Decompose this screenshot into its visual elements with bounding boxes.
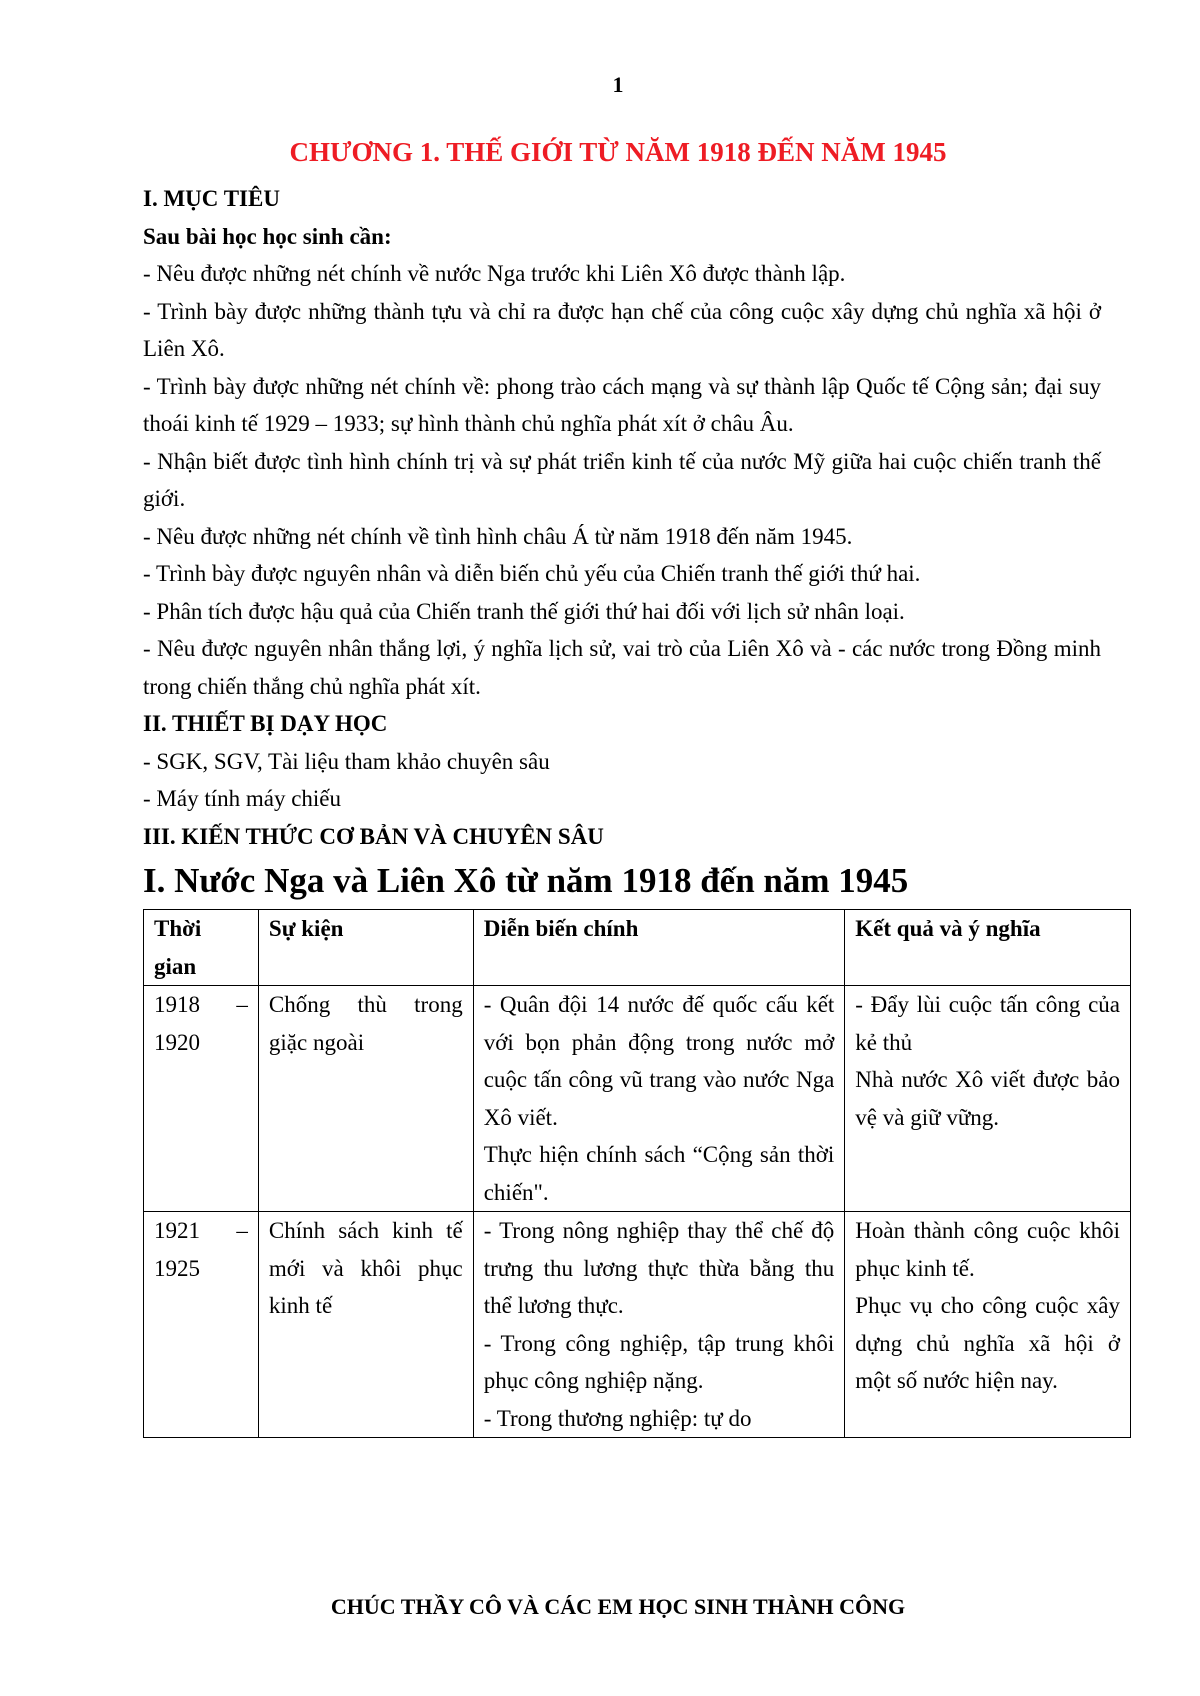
document-body <box>143 180 1120 1438</box>
objective-item: - Nhận biết được tình hình chính trị và sự phát triển kinh tế của nước Mỹ giữa hai cuộc chiến tranh thế giới. <box>143 448 1101 511</box>
development-line: Thực hiện chính sách “Cộng sản thời chiến". <box>483 1142 835 1205</box>
objectives-intro: Sau bài học học sinh cần: <box>143 223 392 249</box>
table-header-row <box>144 910 1131 986</box>
cell-results <box>845 1212 1131 1438</box>
header-time: Thời gian <box>144 910 259 986</box>
cell-time: 1918 – 1920 <box>144 986 259 1212</box>
section-heading-objectives: I. MỤC TIÊU <box>143 186 280 211</box>
development-line: - Trong thương nghiệp: tự do <box>483 1405 752 1431</box>
header-developments: Diễn biến chính <box>473 910 845 986</box>
cell-event: Chống thù trong giặc ngoài <box>258 986 473 1212</box>
result-line: Phục vụ cho công cuộc xây dựng chủ nghĩa xã hội ở một số nước hiện nay. <box>855 1293 1120 1393</box>
result-line: - Đẩy lùi cuộc tấn công của kẻ thủ <box>855 992 1120 1055</box>
table-row <box>144 1212 1131 1438</box>
header-event: Sự kiện <box>258 910 473 986</box>
section-heading-knowledge: III. KIẾN THỨC CƠ BẢN VÀ CHUYÊN SÂU <box>143 823 604 849</box>
table-row <box>144 986 1131 1212</box>
page-number: 1 <box>612 72 624 97</box>
objective-item: - Nêu được những nét chính về tình hình châu Á từ năm 1918 đến năm 1945. <box>143 523 853 549</box>
lesson-heading: I. Nước Nga và Liên Xô từ năm 1918 đến năm 1945 <box>143 861 909 900</box>
header-results: Kết quả và ý nghĩa <box>845 910 1131 986</box>
section-heading-equipment: II. THIẾT BỊ DẠY HỌC <box>143 711 388 736</box>
equipment-item: - Máy tính máy chiếu <box>143 786 342 811</box>
cell-results <box>845 986 1131 1212</box>
objective-item: - Trình bày được những nét chính về: phong trào cách mạng và sự thành lập Quốc tế Cộng sản; đại suy thoái kinh tế 1929 – 1933; sự hình thành chủ nghĩa phát xít ở châu Âu. <box>143 373 1101 436</box>
development-line: - Trong nông nghiệp thay thể chế độ trưng thu lương thực thừa bằng thu thể lương thực. <box>483 1218 835 1318</box>
cell-event: Chính sách kinh tế mới và khôi phục kinh tế <box>258 1212 473 1438</box>
cell-time: 1921 – 1925 <box>144 1212 259 1438</box>
objective-item: - Trình bày được nguyên nhân và diễn biến chủ yếu của Chiến tranh thế giới thứ hai. <box>143 561 921 586</box>
objective-item: - Trình bày được những thành tựu và chỉ ra được hạn chế của công cuộc xây dựng chủ nghĩa xã hội ở Liên Xô. <box>143 298 1101 361</box>
objective-item: - Nêu được nguyên nhân thắng lợi, ý nghĩa lịch sử, vai trò của Liên Xô và - các nước trong Đồng minh trong chiến thắng chủ nghĩa phát xít. <box>143 636 1101 699</box>
result-line: Hoàn thành công cuộc khôi phục kinh tế. <box>855 1218 1120 1281</box>
development-line: - Quân đội 14 nước đế quốc cấu kết với bọn phản động trong nước mở cuộc tấn công vũ trang vào nước Nga Xô viết. <box>483 992 835 1130</box>
equipment-item: - SGK, SGV, Tài liệu tham khảo chuyên sâu <box>143 748 550 774</box>
cell-developments <box>473 986 845 1212</box>
development-line: - Trong công nghiệp, tập trung khôi phục công nghiệp nặng. <box>483 1330 835 1393</box>
footer-message: CHÚC THẦY CÔ VÀ CÁC EM HỌC SINH THÀNH CÔNG <box>330 1594 906 1619</box>
history-table <box>143 909 1131 1438</box>
objective-item: - Nêu được những nét chính về nước Nga trước khi Liên Xô được thành lập. <box>143 261 846 286</box>
cell-developments <box>473 1212 845 1438</box>
result-line: Nhà nước Xô viết được bảo vệ và giữ vững. <box>855 1067 1120 1130</box>
objective-item: - Phân tích được hậu quả của Chiến tranh thế giới thứ hai đối với lịch sử nhân loại. <box>143 598 905 624</box>
chapter-title: CHƯƠNG 1. THẾ GIỚI TỪ NĂM 1918 ĐẾN NĂM 1945 <box>289 137 947 167</box>
